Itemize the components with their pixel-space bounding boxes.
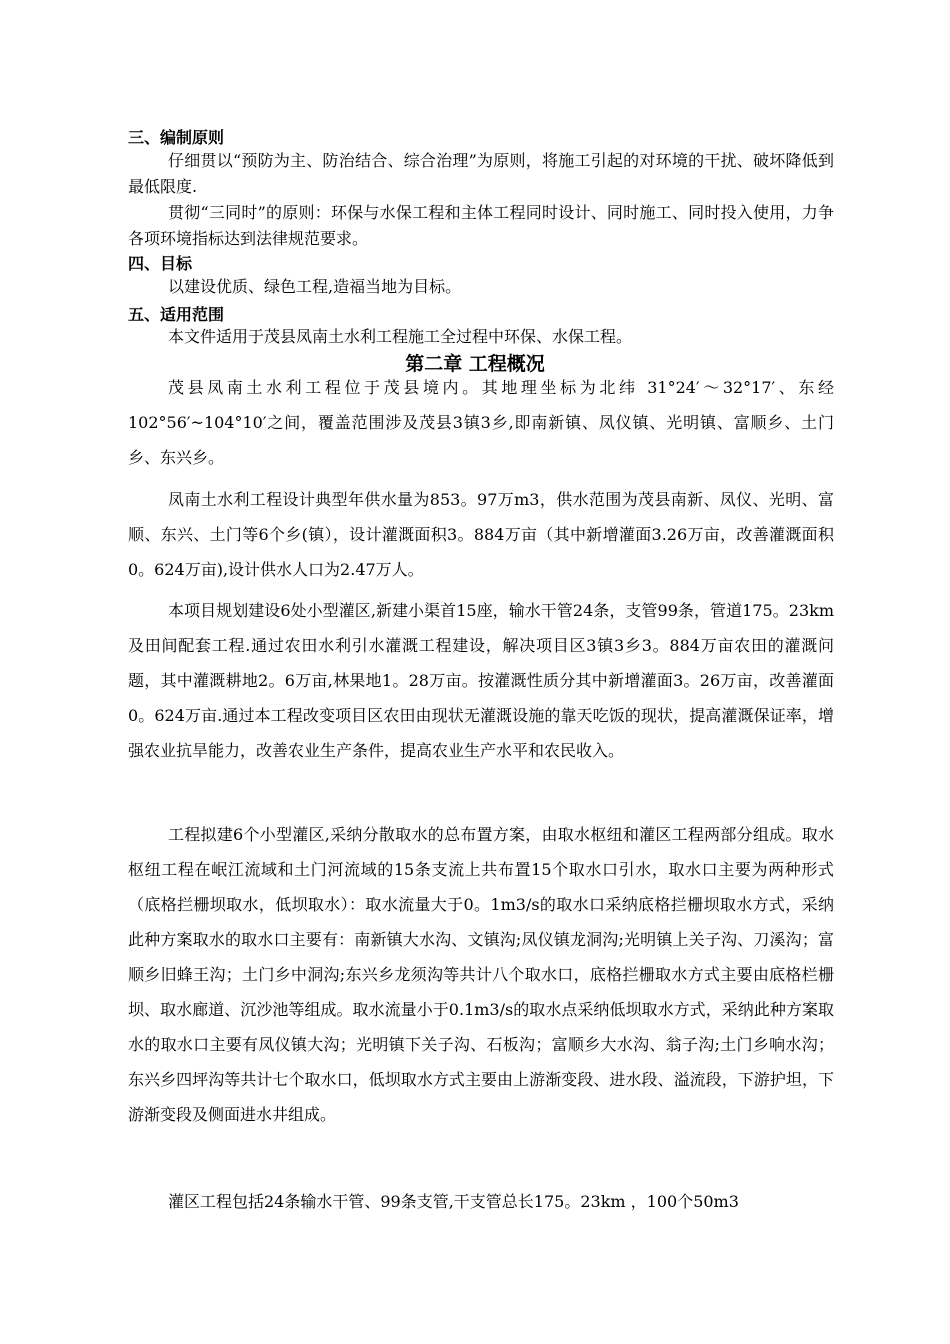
section-4-paragraph: 以建设优质、绿色工程,造福当地为目标。 (168, 277, 462, 296)
section-3-paragraph-1: 仔细贯以“预防为主、防治结合、综合治理”为原则，将施工引起的对环境的干扰、破坏降低到最低限度. (128, 151, 834, 196)
section-4-heading: 四、目标 (128, 254, 193, 273)
section-5-paragraph: 本文件适用于茂县凤南土水利工程施工全过程中环保、水保工程。 (168, 327, 633, 346)
chapter-2-paragraph-4: 工程拟建6个小型灌区,采纳分散取水的总布置方案，由取水枢纽和灌区工程两部分组成。取水枢纽工程在岷江流域和土门河流域的15条支流上共布置15个取水口引水，取水口主要为两种形式（底格拦栅坝取水，低坝取水）：取水流量大于0。1m3/s的取水口采纳底格拦栅坝取水方式，采纳此种方案取水的取水口主要有：南新镇大水沟、文镇沟;凤仪镇龙洞沟;光明镇上关子沟、刀溪沟；富顺乡旧蜂王沟；土门乡中洞沟;东兴乡龙须沟等共计八个取水口，底格拦栅取水方式主要由底格栏栅坝、取水廊道、沉沙池等组成。取水流量小于0.1m3/s的取水点采纳低坝取水方式，采纳此种方案取水的取水口主要有凤仪镇大沟；光明镇下关子沟、石板沟；富顺乡大水沟、翁子沟;土门乡响水沟；东兴乡四坪沟等共计七个取水口，低坝取水方式主要由上游渐变段、进水段、溢流段，下游护坦，下游渐变段及侧面进水井组成。 (128, 825, 834, 1124)
section-3-heading: 三、编制原则 (128, 128, 225, 147)
chapter-2-title: 第二章 工程概况 (405, 353, 545, 375)
section-3-paragraph-2: 贯彻“三同时”的原则：环保与水保工程和主体工程同时设计、同时施工、同时投入使用，力争各项环境指标达到法律规范要求。 (128, 203, 834, 248)
chapter-2-paragraph-3: 本项目规划建设6处小型灌区,新建小渠首15座，输水干管24条，支管99条，管道175。23km及田间配套工程.通过农田水利引水灌溉工程建设，解决项目区3镇3乡3。884万亩农田的灌溉问题，其中灌溉耕地2。6万亩,林果地1。28万亩。按灌溉性质分其中新增灌面3。26万亩，改善灌面0。624万亩.通过本工程改变项目区农田由现状无灌溉设施的靠天吃饭的现状，提高灌溉保证率，增强农业抗旱能力，改善农业生产条件，提高农业生产水平和农民收入。 (128, 601, 834, 760)
section-5-heading: 五、适用范围 (128, 305, 225, 324)
chapter-2-paragraph-1: 茂县凤南土水利工程位于茂县境内。其地理坐标为北纬 31°24′～32°17′、东经 102°56′~104°10′之间，覆盖范围涉及茂县3镇3乡,即南新镇、凤仪镇、光明镇、富顺乡、土门乡、东兴乡。 (128, 378, 834, 467)
chapter-2-paragraph-5: 灌区工程包括24条输水干管、99条支管,干支管总长175。23km ，100个50m3 (168, 1192, 739, 1211)
chapter-2-paragraph-2: 凤南土水利工程设计典型年供水量为853。97万m3，供水范围为茂县南新、凤仪、光明、富顺、东兴、土门等6个乡(镇），设计灌溉面积3。884万亩（其中新增灌面3.26万亩，改善灌溉面积0。624万亩),设计供水人口为2.47万人。 (128, 490, 834, 579)
